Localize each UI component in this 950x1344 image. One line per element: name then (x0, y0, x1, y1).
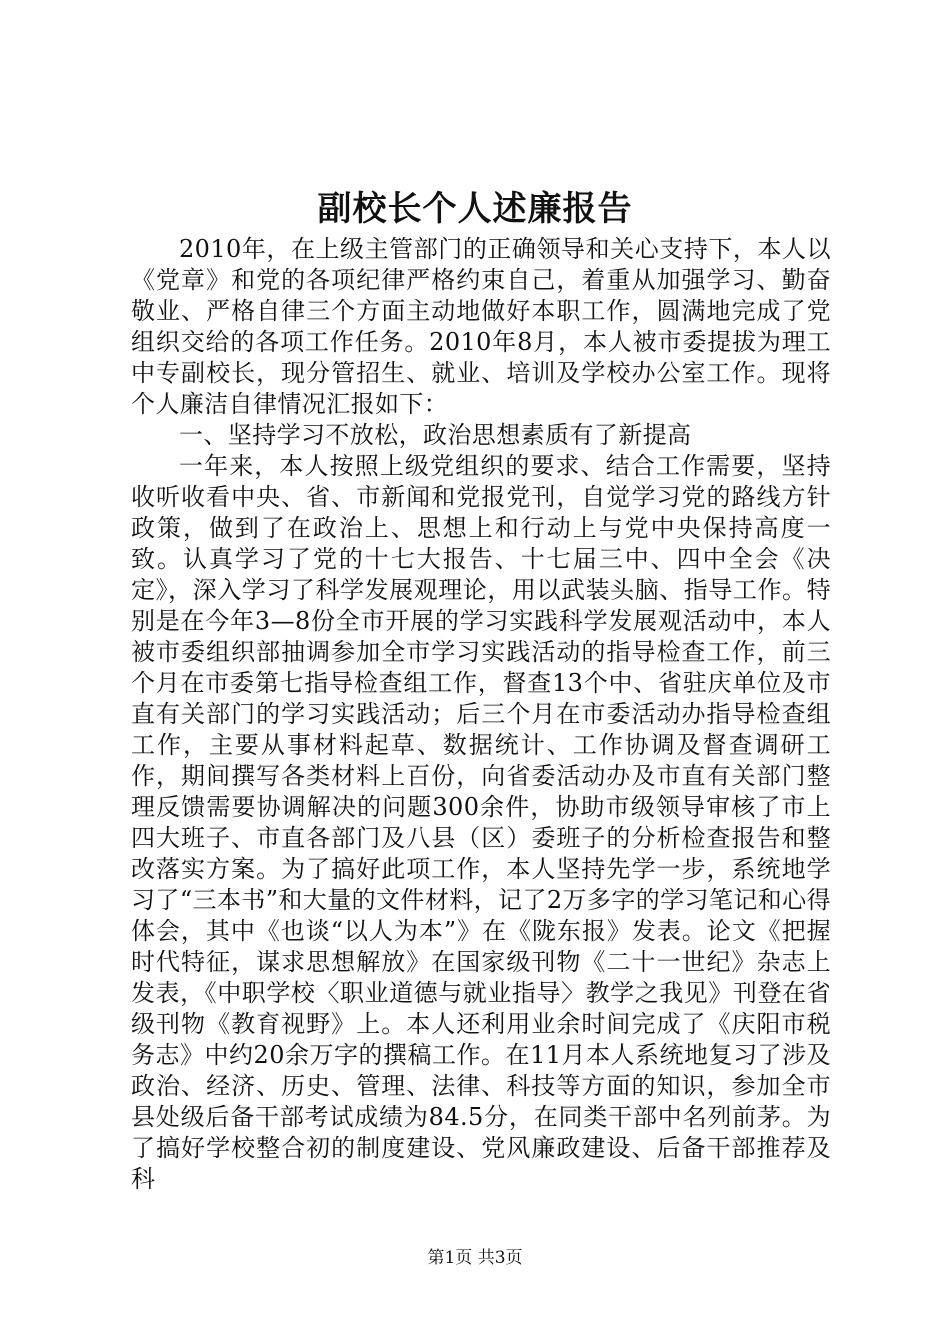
page-number-footer: 第1页 共3页 (427, 1248, 523, 1268)
document-title: 副校长个人述廉报告 (317, 189, 633, 229)
section-heading: 一、坚持学习不放松，政治思想素质有了新提高 (179, 421, 692, 449)
section-paragraph: 一年来，本人按照上级党组织的要求、结合工作需要，坚持收听收看中央、省、市新闻和党报党刊，自觉学习党的路线方针政策，做到了在政治上、思想上和行动上与党中央保持高度一致。认真学习了党的十七大报告、十七届三中、四中全会《决定》，深入学习了科学发展观理论，用以武装头脑、指导工作。特别是在今年3—8份全市开展的学习实践科学发展观活动中，本人被市委组织部抽调参加全市学习实践活动的指导检查工作，前三个月在市委第七指导检查组工作，督查13个中、省驻庆单位及市直有关部门的学习实践活动；后三个月在市委活动办指导检查组工作，主要从事材料起草、数据统计、工作协调及督查调研工作，期间撰写各类材料上百份，向省委活动办及市直有关部门整理反馈需要协调解决的问题300余件，协助市级领导审核了市上四大班子、市直各部门及八县（区）委班子的分析检查报告和整改落实方案。为了搞好此项工作，本人坚持先学一步，系统地学习了“三本书”和大量的文件材料，记了2万多字的学习笔记和心得体会，其中《也谈“以人为本”》在《陇东报》发表。论文《把握时代特征，谋求思想解放》在国家级刊物《二十一世纪》杂志上发表，《中职学校〈职业道德与就业指导〉教学之我见》刊登在省级刊物《教育视野》上。本人还利用业余时间完成了《庆阳市税务志》中约20余万字的撰稿工作。在11月本人系统地复习了涉及政治、经济、历史、管理、法律、科技等方面的知识，参加全市县处级后备干部考试成绩为84.5分，在同类干部中名列前茅。为了搞好学校整合初的制度建设、党风廉政建设、后备干部推荐及科 (131, 452, 831, 1193)
intro-paragraph: 2010年，在上级主管部门的正确领导和关心支持下，本人以《党章》和党的各项纪律严格约束自己，着重从加强学习、勤奋敬业、严格自律三个方面主动地做好本职工作，圆满地完成了党组织交给的各项工作任务。2010年8月，本人被市委提拔为理工中专副校长，现分管招生、就业、培训及学校办公室工作。现将个人廉洁自律情况汇报如下： (131, 235, 831, 418)
document-body (131, 234, 831, 1195)
